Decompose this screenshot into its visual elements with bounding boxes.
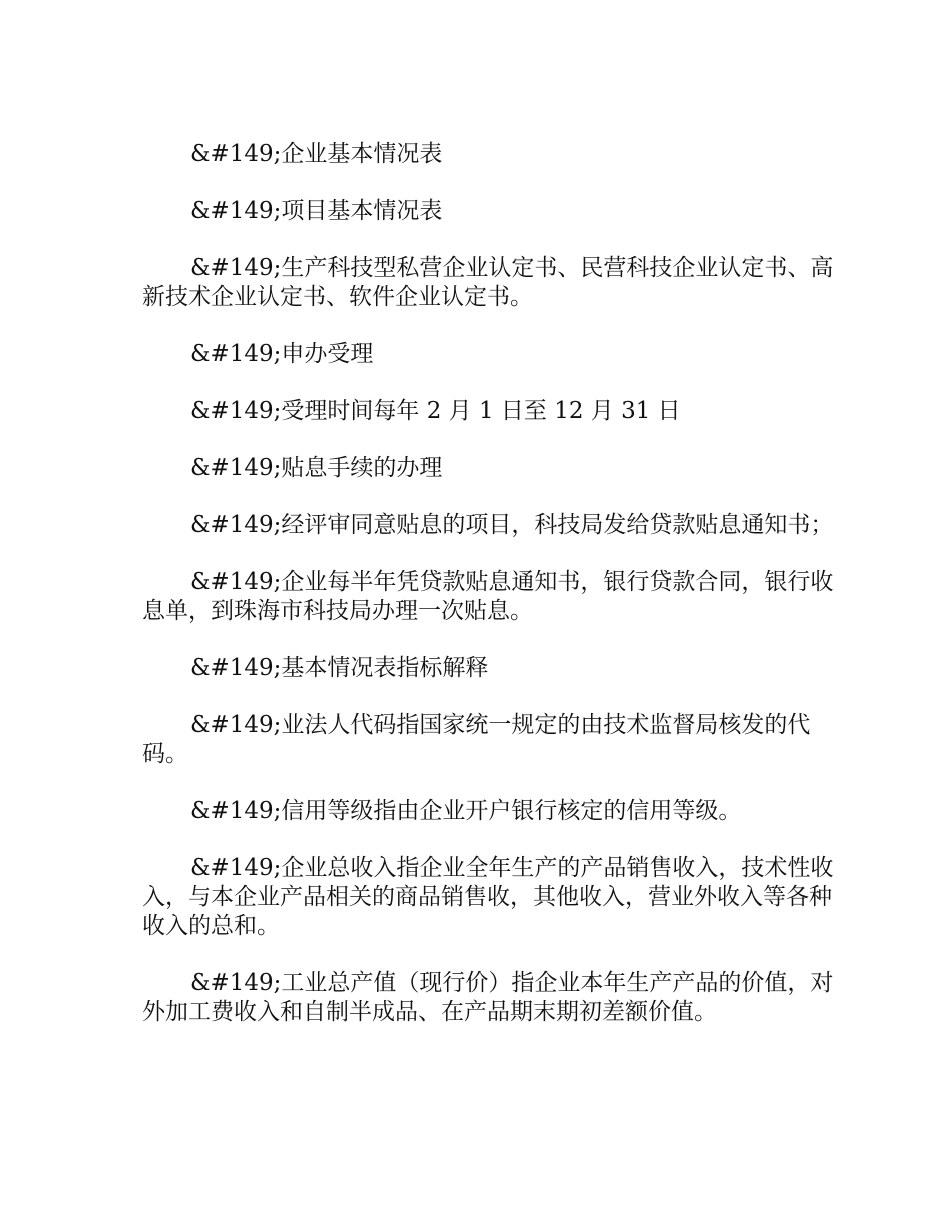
paragraph-2: &#149;项目基本情况表 — [190, 198, 443, 224]
paragraph-5: &#149;受理时间每年 2 月 1 日至 12 月 31 日 — [190, 398, 681, 424]
paragraph-11: &#149;信用等级指由企业开户银行核定的信用等级。 — [190, 798, 742, 824]
paragraph-8: &#149;企业每半年凭贷款贴息通知书，银行贷款合同，银行收息单，到珠海市科技局办理一次贴息。 — [142, 569, 834, 624]
paragraph-6: &#149;贴息手续的办理 — [190, 455, 443, 481]
paragraph-4: &#149;申办受理 — [190, 341, 374, 367]
paragraph-7: &#149;经评审同意贴息的项目，科技局发给贷款贴息通知书； — [190, 512, 834, 538]
paragraph-9: &#149;基本情况表指标解释 — [190, 655, 489, 681]
paragraph-1: &#149;企业基本情况表 — [190, 141, 443, 167]
paragraph-3: &#149;生产科技型私营企业认定书、民营科技企业认定书、高新技术企业认定书、软件企业认定书。 — [142, 255, 834, 310]
paragraph-13: &#149;工业总产值（现行价）指企业本年生产产品的价值，对外加工费收入和自制半成品、在产品期末期初差额价值。 — [142, 970, 834, 1025]
document-body — [142, 140, 834, 1055]
paragraph-12: &#149;企业总收入指企业全年生产的产品销售收入，技术性收入，与本企业产品相关的商品销售收，其他收入，营业外收入等各种收入的总和。 — [142, 855, 834, 939]
paragraph-10: &#149;业法人代码指国家统一规定的由技术监督局核发的代码。 — [142, 712, 811, 767]
